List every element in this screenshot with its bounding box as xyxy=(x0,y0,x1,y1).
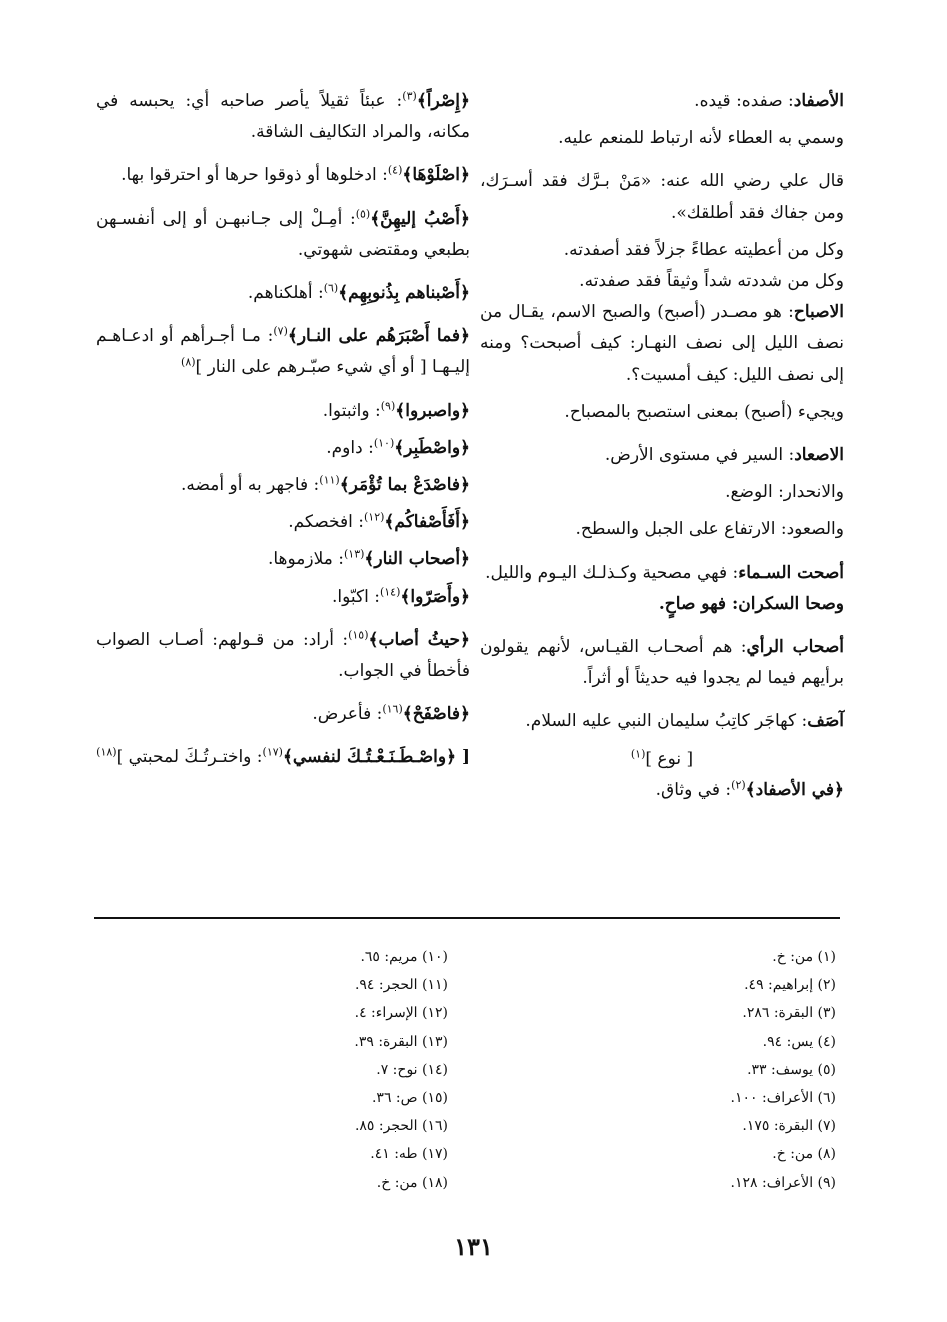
footnote: (٧) البقرة: ١٧٥. xyxy=(742,1118,836,1135)
entry-text: : أراد: من قـولهم: أصـاب الصواب فأخطأ في الجواب. xyxy=(96,629,470,682)
entry-text: : ملازموها. xyxy=(267,549,344,570)
quote-ali: قال علي رضي الله عنه: «مَنْ بـرَّك فقد أسـرَك، ومن جفاك فقد أطلقك». xyxy=(480,171,844,223)
footnote-ref: (١٠) xyxy=(373,436,395,450)
entry-asaf xyxy=(480,706,844,737)
footnote-ref: (٨) xyxy=(181,355,196,369)
entry-line: وكل من شددته شداً وثيقاً فقد صفدته. xyxy=(579,271,844,292)
footnote-ref: (٢) xyxy=(731,778,746,792)
footnote: (٣) البقرة: ٢٨٦. xyxy=(742,1005,836,1022)
footnotes-right xyxy=(560,943,836,1197)
page-number: ١٣١ xyxy=(454,1232,493,1261)
entry-text: : كهاجَر كاتِبُ سليمان النبي عليه السلام. xyxy=(525,711,808,732)
entry-isr xyxy=(96,86,470,148)
entry-headword: ﴿في الأصفاد﴾ xyxy=(745,779,844,800)
footnote: (٥) يوسف: ٣٣. xyxy=(747,1061,836,1078)
entry-isbah xyxy=(480,297,844,391)
entry-ashab-alnar xyxy=(96,544,470,575)
entry-text: : هو مصـدر (أصبح) والصبح الاسم، يقـال من نصف الليل إلى نصف النهـار: كيف أصبحت؟ ومنه إلى نصف الليل: كيف أمسيت؟. xyxy=(480,302,844,385)
entry-line: والصعود: الارتفاع على الجبل والسطح. xyxy=(575,519,844,540)
entry-headword: ﴿حيثُ أصاب﴾ xyxy=(368,629,471,650)
footnote: (١٢) الإسراء: ٤. xyxy=(354,1005,448,1022)
entry-text: : واختـرتُـكَ لمحبتي ] xyxy=(116,747,263,768)
entry-headword: الاصباح xyxy=(793,302,844,323)
entry-headword: ﴿أَفَأَصْفاكُم﴾ xyxy=(384,512,470,533)
entry-headword: ﴿واصبروا﴾ xyxy=(395,400,470,421)
footnote-ref: (٣) xyxy=(402,89,417,103)
entry-isfah xyxy=(96,699,470,730)
entry-istanatuka xyxy=(96,742,470,773)
footnote-ref: (١) xyxy=(630,747,646,760)
entry-text: : هم أصحـاب القيـاس، لأنهم يقولون برأيهم فيما لم يجدوا فيه حديثاً أو أثراً. xyxy=(480,637,844,689)
footnote: (٨) من: خ. xyxy=(772,1146,836,1163)
entry-headword: ﴿واصْطَبِر﴾ xyxy=(394,437,470,458)
entry-headword: الاصعاد xyxy=(794,445,844,466)
entry-headword: ﴿أصحاب النار﴾ xyxy=(364,549,470,570)
entry-isad xyxy=(480,440,844,471)
entry-text: : فهي مصحية وكـذلـك اليـوم والليل. xyxy=(485,562,739,583)
entry-asarru xyxy=(96,582,470,613)
entry-text: : السير في مستوى الأرض. xyxy=(604,445,795,466)
footnote-ref: (١٢) xyxy=(364,510,385,524)
right-column xyxy=(480,86,844,806)
entry-fil-asfad xyxy=(480,775,844,806)
entry-headword: ﴿أَصْبناهم بِذُنوبِهِم﴾ xyxy=(338,283,470,304)
entry-line: ويجيء (أصبح) بمعنى استصبح بالمصباح. xyxy=(564,401,844,422)
footnote: (١٤) نوح: ٧. xyxy=(376,1061,448,1078)
left-column xyxy=(96,86,470,774)
footnote-ref: (٧) xyxy=(273,324,288,338)
footnote-ref: (١٣) xyxy=(344,547,365,561)
entry-asfad xyxy=(480,86,844,117)
entry-headword: ﴿أَصْبُ إليهِنَّ﴾ xyxy=(370,208,470,229)
entry-headword: ﴿فاصْفَحْ﴾ xyxy=(402,704,470,725)
entry-text: : مـا أجـرأهم أو ادعـاهـم إليـهـا [ أو أي شيء صبّـرهم على النار ] xyxy=(96,326,470,378)
entry-text: : فاجهر به أو أمضه. xyxy=(181,475,320,496)
entry-headword: ﴿فاصْدَعْ بما تُؤْمَر﴾ xyxy=(339,475,470,496)
footnote-divider xyxy=(94,917,840,919)
entry-asbarahum xyxy=(96,321,470,383)
footnote: (١٧) طه: ٤١. xyxy=(370,1146,448,1163)
footnote-ref: (١٤) xyxy=(379,584,401,598)
entry-text: : صفده: قيده. xyxy=(694,91,794,111)
entry-headword: ﴿اصْلَوْهَا﴾ xyxy=(402,165,470,186)
footnote-ref: (١١) xyxy=(319,473,340,487)
entry-line: وكل من أعطيته عطاءً جزلاً فقد أصفدته. xyxy=(563,239,844,260)
footnote: (٤) يس: ٩٤. xyxy=(762,1033,836,1050)
footnotes-left xyxy=(240,943,448,1197)
entry-headword: أصحت السـماء xyxy=(738,562,844,583)
entry-headword: الأصفاد xyxy=(793,91,844,111)
entry-islawha xyxy=(96,160,470,191)
entry-line xyxy=(480,589,844,620)
entry-text: : داوم. xyxy=(326,437,374,458)
entry-headword: آصَف xyxy=(807,711,844,732)
footnote-ref: (٩) xyxy=(380,398,396,412)
entry-headword: ﴿إِصْراً﴾ xyxy=(416,91,470,111)
footnote-ref: (١٦) xyxy=(382,702,403,716)
footnote: (١٨) من: خ. xyxy=(376,1174,448,1191)
entry-headword: ﴿وأَصَرّوا﴾ xyxy=(400,586,470,607)
entry-text: : اكبّوا. xyxy=(331,586,380,607)
footnote: (١٦) الحجر: ٨٥. xyxy=(354,1118,448,1135)
footnote-ref: (٦) xyxy=(323,281,339,295)
footnote: (١٣) البقرة: ٣٩. xyxy=(354,1033,448,1050)
footnote-ref: (١٧) xyxy=(262,745,283,759)
footnote-ref: (٤) xyxy=(387,163,403,177)
entry-text: وصحا السكران: فهو صاحٍ. xyxy=(658,593,844,614)
footnote: (١) من: خ. xyxy=(772,949,836,965)
entry-haythu-asab xyxy=(96,625,470,687)
footnote-ref: (٥) xyxy=(355,206,371,220)
entry-istabir xyxy=(96,433,470,464)
entry-text: : افخصكم. xyxy=(288,512,364,533)
entry-headword: أصحاب الرأي xyxy=(746,637,844,658)
footnote-ref: (١٥) xyxy=(348,628,369,642)
footnote: (١٥) ص: ٣٦. xyxy=(371,1090,448,1107)
entry-text: : واثبتوا. xyxy=(322,400,381,421)
footnote: (٢) إبراهيم: ٤٩. xyxy=(744,977,836,994)
entry-asbnahum xyxy=(96,278,470,309)
entry-text: : ادخلوها أو ذوقوا حرها أو احترقوا بها. xyxy=(121,165,388,186)
entry-line: والانحدار: الوضع. xyxy=(725,482,844,503)
footnote: (٩) الأعراف: ١٢٨. xyxy=(730,1174,836,1191)
entry-asbu xyxy=(96,204,470,266)
entry-headword: [ ﴿واصْـطَـنَـعْـتُـكَ لنفسي﴾ xyxy=(282,747,470,768)
entry-ashat xyxy=(480,558,844,589)
entry-line: وسمي به العطاء لأنه ارتباط للمنعم عليه. xyxy=(558,128,844,149)
section-heading: [ نوع ]$^{(١)}$ xyxy=(630,747,694,769)
footnote: (١١) الحجر: ٩٤. xyxy=(354,977,448,994)
entry-text: : أهلكناهم. xyxy=(247,283,324,304)
footnote: (١٠) مريم: ٦٥. xyxy=(360,949,448,965)
entry-isbiru xyxy=(96,396,470,427)
entry-text: : عبئاً ثقيلاً يأصر صاحبه أي: يحبسه في مكانه، والمراد التكاليف الشاقة. xyxy=(96,91,470,143)
entry-text: : أمِـلْ إلى جـانبهـن أو إلى أنفسـهن بطبعي ومقتضى شهوتي. xyxy=(96,208,470,260)
footnote-ref: (١٨) xyxy=(96,745,117,759)
entry-text: : في وثاق. xyxy=(655,779,732,800)
entry-isda xyxy=(96,470,470,501)
footnote: (٦) الأعراف: ١٠٠. xyxy=(730,1090,836,1107)
entry-asfakum xyxy=(96,507,470,538)
entry-text: : فأعرض. xyxy=(312,704,383,725)
entry-headword: ﴿فما أَصْبَرَهُم على النـار﴾ xyxy=(287,326,470,347)
entry-ashab-alray xyxy=(480,632,844,694)
